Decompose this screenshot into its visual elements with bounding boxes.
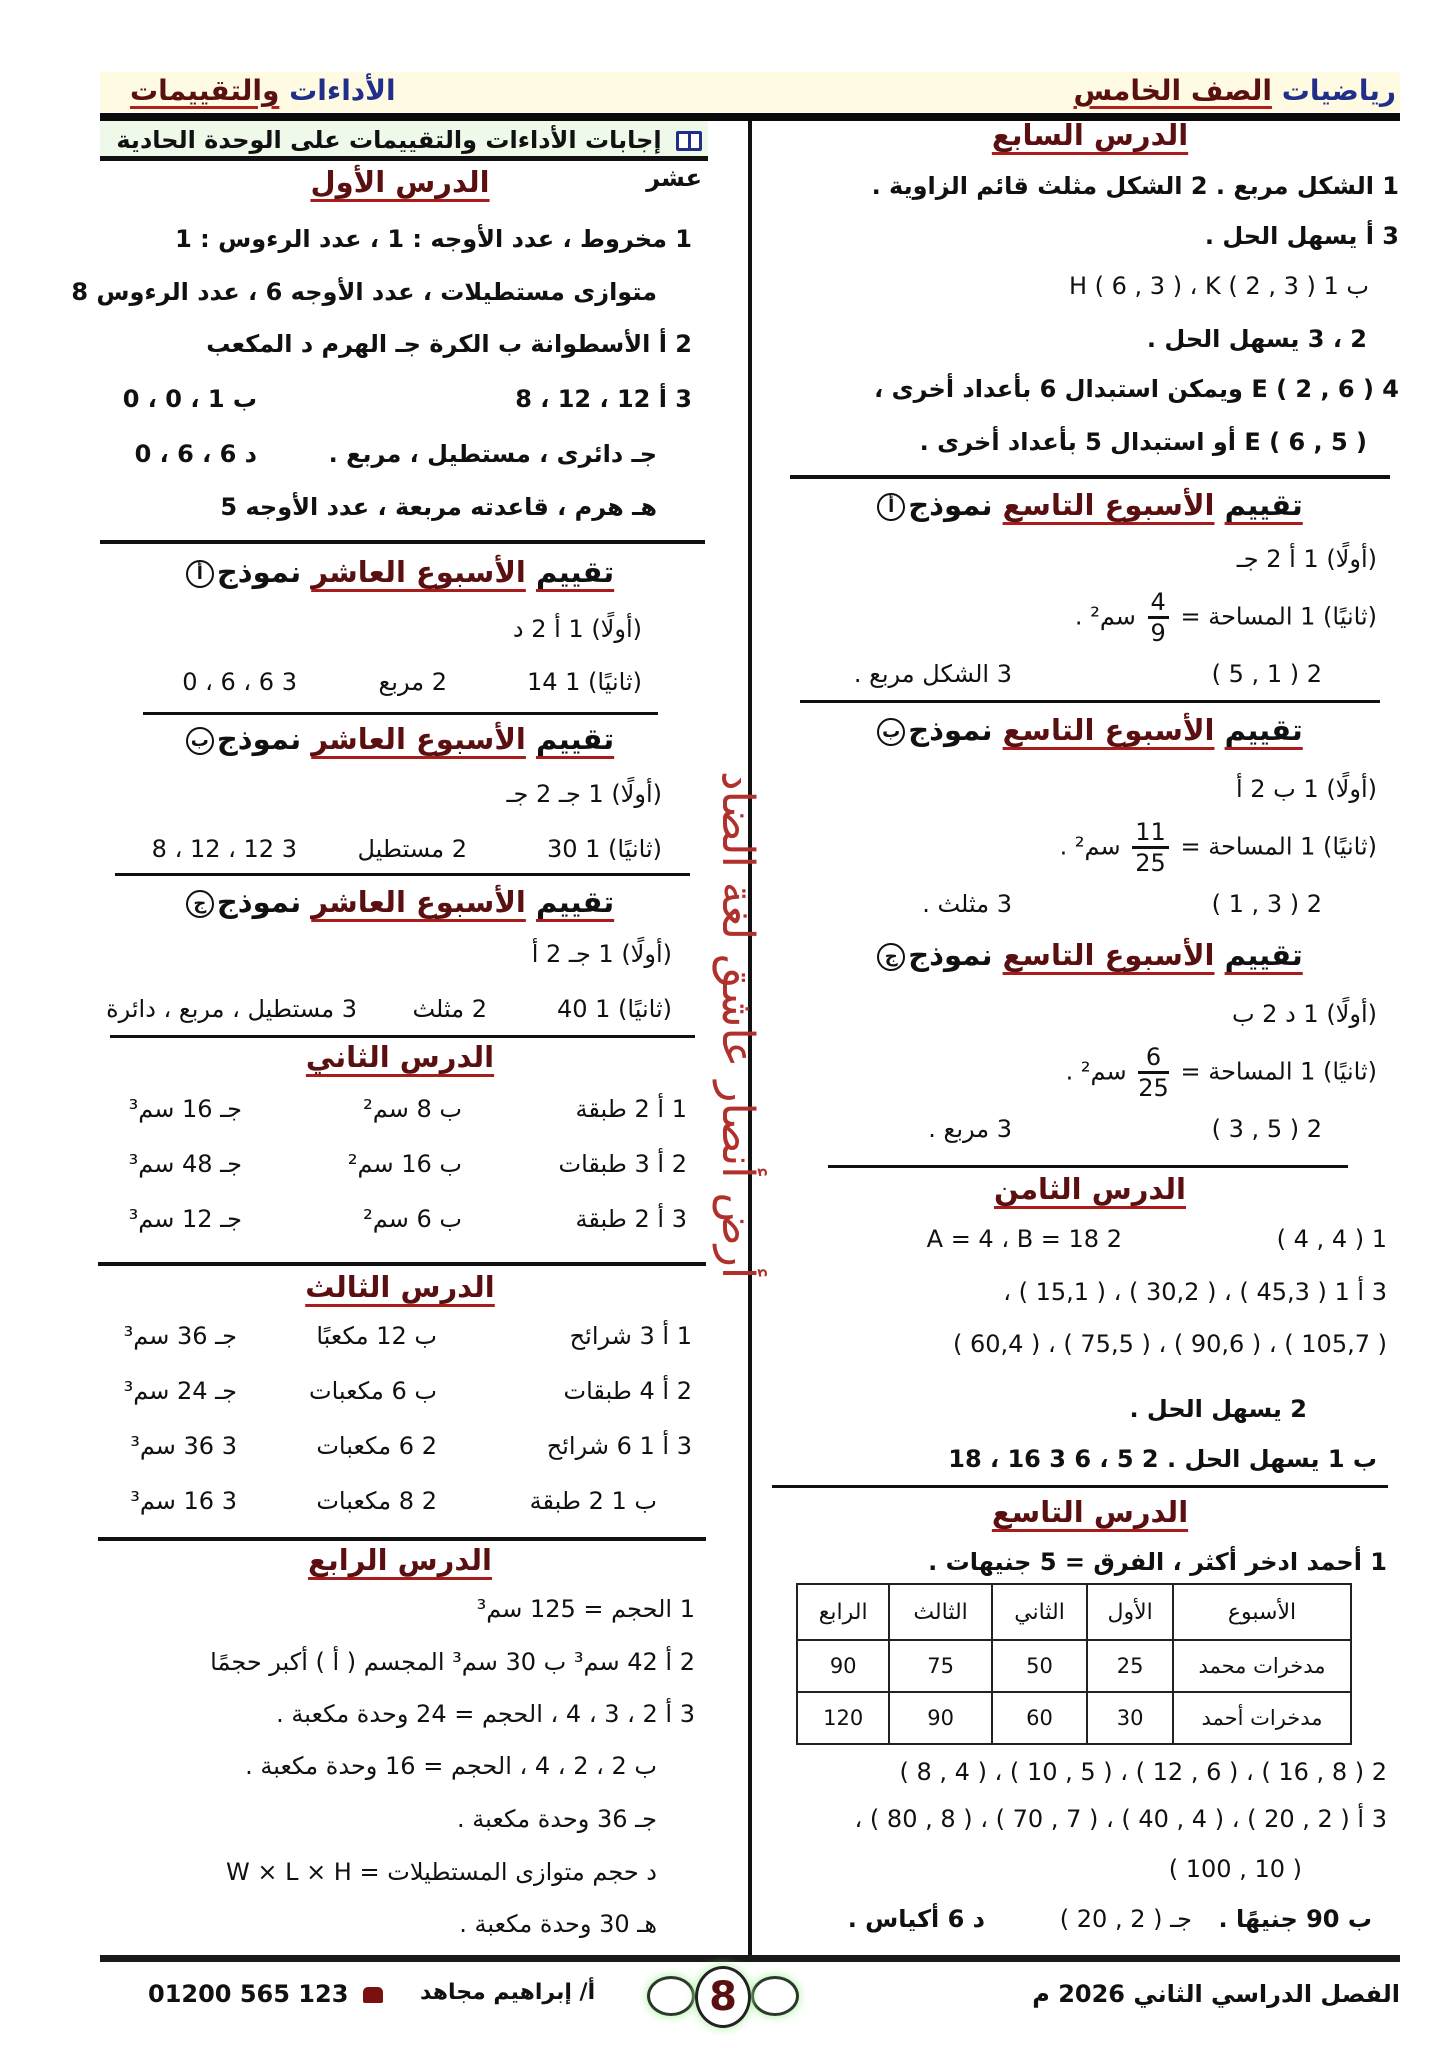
section-divider bbox=[772, 1485, 1388, 1488]
section-divider bbox=[800, 700, 1380, 703]
section-divider bbox=[790, 475, 1390, 479]
ornament-icon bbox=[647, 1976, 695, 2016]
header-subject: رياضيات bbox=[1281, 74, 1396, 107]
lesson3-row: 3 أ 1 6 شرائح bbox=[546, 1432, 692, 1460]
area-fraction: $\frac{11}{25}$ bbox=[1132, 820, 1169, 875]
header-subject-grade bbox=[1073, 74, 1396, 107]
lesson2-title: الدرس الثاني bbox=[305, 1040, 495, 1074]
week10-a-second-b: 2 مربع bbox=[378, 668, 447, 696]
header-grade: الصف الخامس bbox=[1073, 74, 1272, 107]
lesson2-row: جـ 12 سم³ bbox=[128, 1205, 242, 1233]
lesson3-title: الدرس الثالث bbox=[305, 1270, 495, 1304]
week10-c-second-b: 2 مثلث bbox=[412, 995, 487, 1023]
lesson1-line: 1 مخروط ، عدد الأوجه : 1 ، عدد الرءوس : 1 bbox=[175, 225, 692, 253]
footer-teacher: أ/ إبراهيم مجاهد bbox=[420, 1980, 596, 2005]
lesson3-row: 2 6 مكعبات bbox=[316, 1432, 437, 1460]
phone-icon bbox=[363, 1987, 383, 2003]
lesson8-line2: 3 أ 1 ( 45,3 ) ، ( 30,2 ) ، ( 15,1 ) ، bbox=[1003, 1278, 1387, 1306]
lesson8-line5: ب 1 يسهل الحل . 2 5 ، 6 3 16 ، 18 bbox=[948, 1445, 1377, 1473]
week10-a-title: تقييم الأسبوع العاشر نموذجأ bbox=[100, 555, 700, 589]
section-divider bbox=[100, 540, 705, 544]
section-divider bbox=[143, 712, 658, 715]
footer-divider bbox=[100, 1955, 1400, 1962]
week9-a-third-a: 2 ( 1 , 5 ) bbox=[1211, 660, 1322, 688]
table-cell: مدخرات أحمد bbox=[1173, 1692, 1351, 1744]
header-section-a: الأداءات bbox=[289, 74, 396, 107]
lesson7-title: الدرس السابع bbox=[991, 118, 1189, 152]
week10-b-first: (أولًا) 1 جـ 2 جـ bbox=[506, 780, 662, 808]
table-cell: 50 bbox=[992, 1640, 1087, 1692]
week10-a-second-c: 3 6 ، 6 ، 0 bbox=[182, 668, 297, 696]
lesson1-line: 2 أ الأسطوانة ب الكرة جـ الهرم د المكعب bbox=[206, 330, 692, 358]
area-fraction: $\frac{6}{25}$ bbox=[1138, 1043, 1169, 1102]
lesson4-line: هـ 30 وحدة مكعبة . bbox=[459, 1910, 657, 1938]
table-header: الأول bbox=[1087, 1584, 1173, 1640]
lesson3-row: 3 36 سم³ bbox=[130, 1432, 237, 1460]
lesson3-row: ب 6 مكعبات bbox=[309, 1377, 437, 1405]
lesson3-row: ب 12 مكعبًا bbox=[316, 1322, 437, 1350]
week9-b-title: تقييم الأسبوع التاسع نموذجب bbox=[790, 713, 1390, 747]
week9-b-third-a: 2 ( 3 , 1 ) bbox=[1211, 890, 1322, 918]
lesson2-row: ب 6 سم² bbox=[363, 1205, 462, 1233]
week9-c-title: تقييم الأسبوع التاسع نموذجج bbox=[790, 938, 1390, 972]
table-header: الرابع bbox=[797, 1584, 889, 1640]
table-header: الأسبوع bbox=[1173, 1584, 1351, 1640]
week10-c-first: (أولًا) 1 جـ 2 أ bbox=[531, 940, 672, 968]
lesson1-q3-e: هـ هرم ، قاعدته مربعة ، عدد الأوجه 5 bbox=[220, 493, 657, 521]
lesson1-q3-b: ب 1 ، 0 ، 0 bbox=[122, 385, 257, 413]
week9-b-second: (ثانيًا) 1 المساحة = $\frac{11}{25}$ سم² . bbox=[1059, 818, 1377, 877]
lesson1-line: متوازى مستطيلات ، عدد الأوجه 6 ، عدد الرءوس 8 bbox=[71, 278, 657, 306]
table-header-row bbox=[797, 1584, 1351, 1640]
week10-c-second-a: (ثانيًا) 1 40 bbox=[556, 995, 672, 1023]
week9-c-second: (ثانيًا) 1 المساحة = $\frac{6}{25}$ سم² . bbox=[1065, 1043, 1377, 1102]
lesson8-line1-a: 1 ( 4 , 4 ) bbox=[1276, 1225, 1387, 1253]
unit-banner-text: إجابات الأداءات والتقييمات على الوحدة الحادية عشر bbox=[116, 126, 702, 192]
week9-c-third-a: 2 ( 5 , 3 ) bbox=[1211, 1115, 1322, 1143]
lesson4-line: 3 أ 2 ، 3 ، 4 ، الحجم = 24 وحدة مكعبة . bbox=[276, 1700, 695, 1728]
lesson3-row: 2 8 مكعبات bbox=[316, 1487, 437, 1515]
lesson1-q3-a: 3 أ 12 ، 12 ، 8 bbox=[515, 385, 692, 413]
lesson9-line5-a: ب 90 جنيهًا . bbox=[1218, 1905, 1372, 1933]
week9-c-third-b: 3 مربع . bbox=[928, 1115, 1012, 1143]
watermark: أرض أنصار عاشق لغة الضاد bbox=[712, 770, 763, 1280]
table-cell: 60 bbox=[992, 1692, 1087, 1744]
lesson8-title: الدرس الثامن bbox=[994, 1172, 1186, 1206]
week10-c-title: تقييم الأسبوع العاشر نموذجج bbox=[100, 885, 700, 919]
lesson4-line: جـ 36 وحدة مكعبة . bbox=[457, 1805, 657, 1833]
lesson2-row: ب 8 سم² bbox=[363, 1095, 462, 1123]
week9-b-third-b: 3 مثلث . bbox=[922, 890, 1012, 918]
lesson7-line: 2 ، 3 يسهل الحل . bbox=[1146, 325, 1367, 353]
section-divider bbox=[110, 1035, 695, 1038]
lesson3-row: 2 أ 4 طبقات bbox=[563, 1377, 692, 1405]
lesson7-line: 1 الشكل مربع . 2 الشكل مثلث قائم الزاوية . bbox=[871, 172, 1399, 200]
header-section-b: والتقييمات bbox=[130, 74, 280, 107]
lesson1-q3-c: جـ دائرى ، مستطيل ، مربع . bbox=[328, 440, 657, 468]
week10-b-second-a: (ثانيًا) 1 30 bbox=[546, 835, 662, 863]
week10-a-second-a: (ثانيًا) 1 14 bbox=[526, 668, 642, 696]
lesson9-line4: ( 10 , 100 ) bbox=[1168, 1855, 1302, 1883]
lesson3-row: جـ 24 سم³ bbox=[123, 1377, 237, 1405]
lesson8-line1-b: 2 A = 4 ، B = 18 bbox=[926, 1225, 1122, 1253]
lesson2-row: ب 16 سم² bbox=[347, 1150, 462, 1178]
table-cell: 90 bbox=[797, 1640, 889, 1692]
lesson9-line1: 1 أحمد ادخر أكثر ، الفرق = 5 جنيهات . bbox=[928, 1548, 1387, 1576]
lesson3-row: جـ 36 سم³ bbox=[123, 1322, 237, 1350]
week10-b-second-b: 2 مستطيل bbox=[357, 835, 467, 863]
week9-a-third-b: 3 الشكل مربع . bbox=[853, 660, 1012, 688]
week9-a-title: تقييم الأسبوع التاسع نموذجأ bbox=[790, 488, 1390, 522]
lesson9-title: الدرس التاسع bbox=[991, 1495, 1189, 1529]
lesson7-line: ب 1 H ( 6 , 3 ) ، K ( 2 , 3 ) bbox=[1068, 272, 1369, 300]
lesson9-line2: 2 ( 8 , 16 ) ، ( 6 , 12 ) ، ( 5 , 10 ) ، ( 4 , 8 ) bbox=[899, 1758, 1387, 1786]
page-number: 8 bbox=[695, 1966, 751, 2028]
lesson2-row: 1 أ 2 طبقة bbox=[575, 1095, 687, 1123]
header-section bbox=[130, 74, 396, 107]
section-divider bbox=[98, 1262, 706, 1266]
lesson4-title: الدرس الرابع bbox=[308, 1543, 492, 1577]
lesson9-line3: 3 أ ( 2 , 20 ) ، ( 4 , 40 ) ، ( 7 , 70 ) ، ( 8 , 80 ) ، bbox=[854, 1805, 1387, 1833]
section-divider bbox=[828, 1165, 1348, 1168]
lesson2-row: جـ 16 سم³ bbox=[128, 1095, 242, 1123]
week9-a-second: (ثانيًا) 1 المساحة = $\frac{4}{9}$ سم² . bbox=[1074, 588, 1377, 647]
lesson7-line: 3 أ يسهل الحل . bbox=[1204, 222, 1399, 250]
lesson3-row: 3 16 سم³ bbox=[130, 1487, 237, 1515]
table-header: الثاني bbox=[992, 1584, 1087, 1640]
week10-a-first: (أولًا) 1 أ 2 د bbox=[512, 615, 642, 643]
lesson4-line: 2 أ 42 سم³ ب 30 سم³ المجسم ( أ ) أكبر حجمًا bbox=[210, 1648, 695, 1676]
table-cell: 75 bbox=[889, 1640, 991, 1692]
week9-c-first: (أولًا) 1 د 2 ب bbox=[1231, 1000, 1377, 1028]
savings-table bbox=[796, 1583, 1352, 1745]
lesson9-line5-c: د 6 أكياس . bbox=[847, 1905, 985, 1933]
table-header: الثالث bbox=[889, 1584, 991, 1640]
lesson1-title: الدرس الأول bbox=[310, 165, 490, 199]
lesson2-row: 3 أ 2 طبقة bbox=[575, 1205, 687, 1233]
table-row bbox=[797, 1692, 1351, 1744]
table-cell: 90 bbox=[889, 1692, 991, 1744]
week9-b-first: (أولًا) 1 ب 2 أ bbox=[1235, 775, 1377, 803]
lesson7-line: E ( 6 , 5 ) أو استبدال 5 بأعداد أخرى . bbox=[919, 428, 1367, 456]
table-cell: 25 bbox=[1087, 1640, 1173, 1692]
table-row bbox=[797, 1640, 1351, 1692]
table-cell: 30 bbox=[1087, 1692, 1173, 1744]
footer-phone-number: 01200 565 123 bbox=[148, 1980, 349, 2008]
lesson7-line: 4 E ( 2 , 6 ) ويمكن استبدال 6 بأعداد أخرى ، bbox=[874, 375, 1399, 403]
week10-b-title: تقييم الأسبوع العاشر نموذجب bbox=[100, 722, 700, 756]
week10-c-second-c: 3 مستطيل ، مربع ، دائرة bbox=[106, 995, 357, 1023]
page-number-ornament bbox=[643, 1962, 803, 2032]
book-icon bbox=[676, 131, 702, 151]
lesson9-line5-b: جـ ( 2 , 20 ) bbox=[1059, 1905, 1192, 1933]
page-header bbox=[100, 72, 1400, 112]
section-divider bbox=[98, 1537, 706, 1541]
lesson8-line3: ( 105,7 ) ، ( 90,6 ) ، ( 75,5 ) ، ( 60,4 ) bbox=[952, 1330, 1387, 1358]
week9-a-first: (أولًا) 1 أ 2 جـ bbox=[1236, 545, 1377, 573]
lesson8-line4: 2 يسهل الحل . bbox=[1129, 1395, 1307, 1423]
area-fraction: $\frac{4}{9}$ bbox=[1148, 590, 1169, 645]
lesson2-row: جـ 48 سم³ bbox=[128, 1150, 242, 1178]
lesson1-q3-d: د 6 ، 6 ، 0 bbox=[134, 440, 257, 468]
footer-phone bbox=[148, 1980, 389, 2008]
lesson3-row: 1 أ 3 شرائح bbox=[569, 1322, 692, 1350]
lesson4-line: د حجم متوازى المستطيلات = W × L × H bbox=[225, 1858, 657, 1886]
table-cell: 120 bbox=[797, 1692, 889, 1744]
table-cell: مدخرات محمد bbox=[1173, 1640, 1351, 1692]
section-divider bbox=[115, 873, 690, 876]
footer-term: الفصل الدراسي الثاني 2026 م bbox=[1032, 1980, 1400, 2008]
lesson3-row: ب 1 2 طبقة bbox=[529, 1487, 657, 1515]
lesson4-line: 1 الحجم = 125 سم³ bbox=[476, 1595, 695, 1623]
lesson4-line: ب 2 ، 2 ، 4 ، الحجم = 16 وحدة مكعبة . bbox=[245, 1752, 657, 1780]
week10-b-second-c: 3 12 ، 12 ، 8 bbox=[151, 835, 297, 863]
lesson2-row: 2 أ 3 طبقات bbox=[558, 1150, 687, 1178]
ornament-icon bbox=[751, 1976, 799, 2016]
